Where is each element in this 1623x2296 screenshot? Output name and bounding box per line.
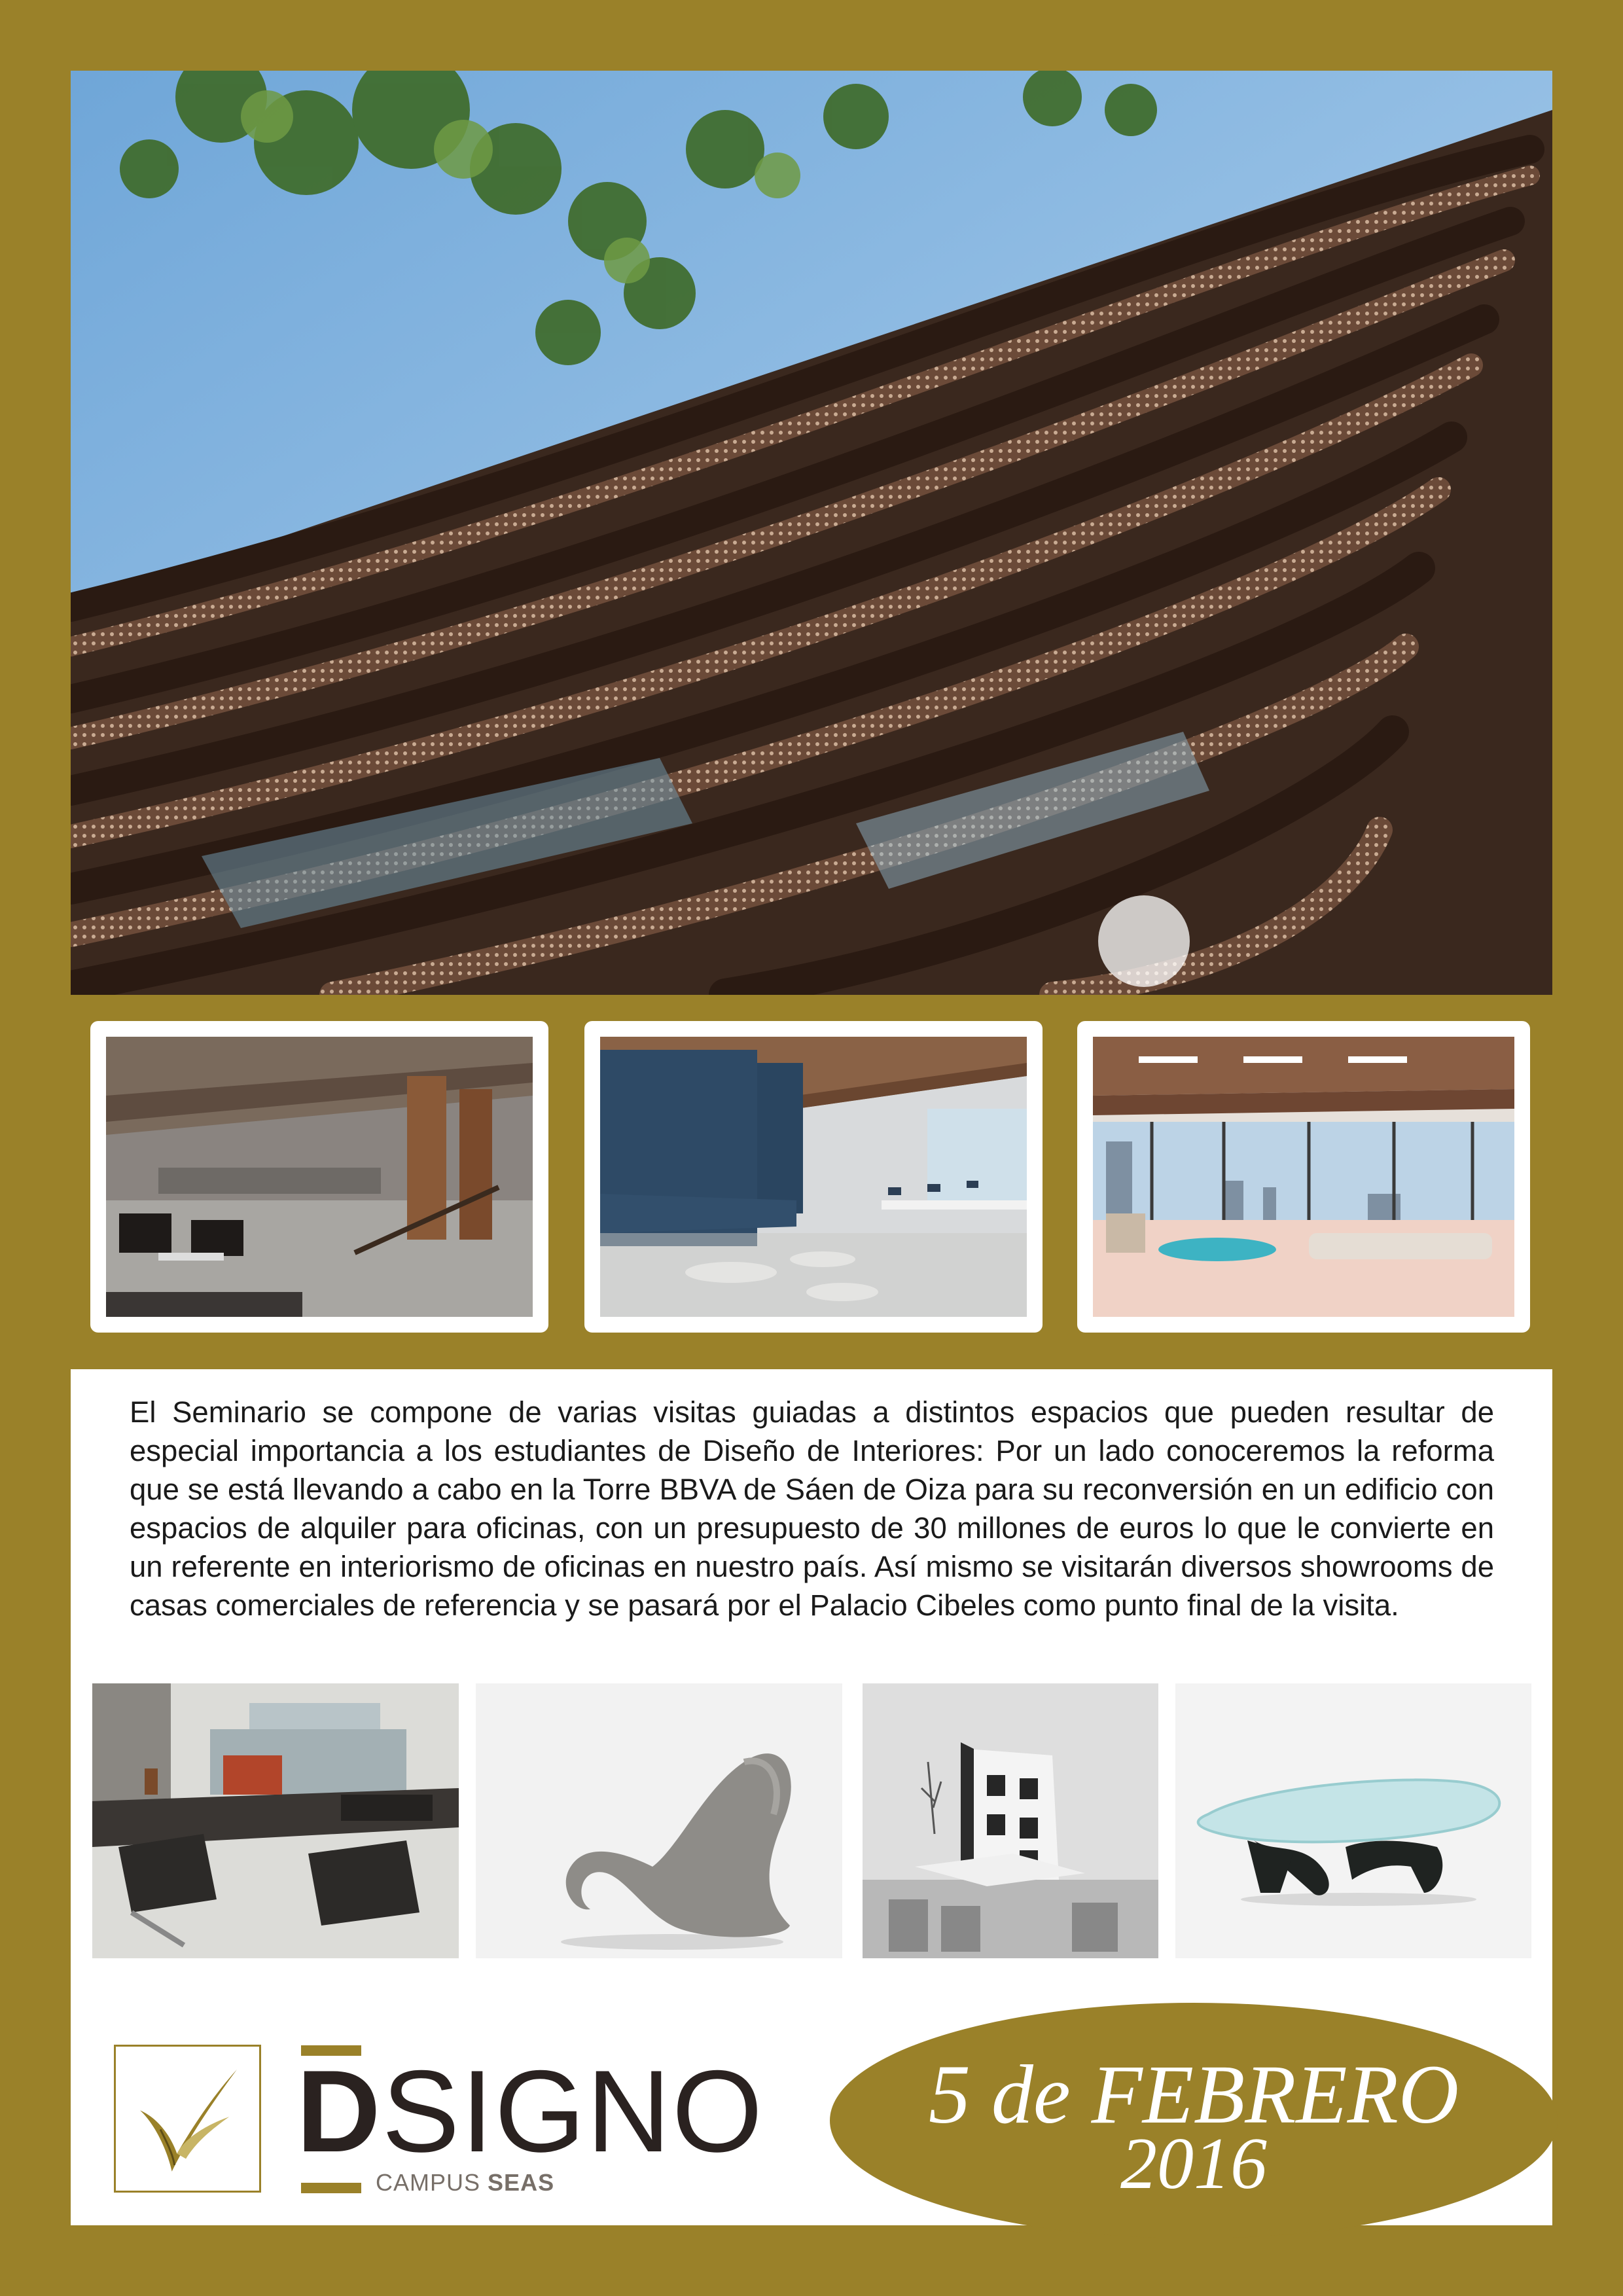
content-panel [71,1369,1552,2225]
architecture-model-photo [863,1683,1158,1958]
seminar-description: El Seminario se compone de varias visitas guiadas a distintos espacios que pueden resultar de especial importancia a los estudiantes de Diseño de Interiores: Por un lado conoceremos la reforma que se está llevando a cabo en la Torre BBVA de Sáen de Oiza para su reconversión en un edificio con espacios de alquiler para oficinas, con un presupuesto de 30 millones de euros lo que le convierte en un referente en interiorismo de oficinas en nuestro país. Así mismo se visitarán diversos showrooms de casas comerciales de referencia y se pasará por el Palacio Cibeles como punto final de la visita. [130,1395,1494,1622]
interior-lobby-photo [106,1037,533,1317]
wordmark-initial: D [296,2046,382,2176]
thumbnail-frame-panoramic-lounge [1077,1021,1530,1333]
tower-facade-illustration [71,71,1552,995]
logo-accent-bar-bottom [301,2183,361,2193]
hero-tower-photo [71,71,1552,995]
dsigno-logo-mark [114,2045,261,2193]
thumbnail-frame-office-lounge [584,1021,1043,1333]
event-date-day-month: 5 de FEBRERO [928,2048,1459,2141]
event-date-badge [830,2003,1558,2238]
grey-lounge-chair-photo [476,1683,842,1958]
campus-label: CAMPUS [376,2169,481,2196]
interior-panoramic-lounge-photo [1093,1037,1514,1317]
thumbnail-frame-lobby [90,1021,548,1333]
office-desk-chairs-photo [92,1683,459,1958]
event-date-year: 2016 [1120,2123,1267,2204]
interior-office-lounge-photo [600,1037,1027,1317]
campus-seas-label [376,2169,554,2197]
dsigno-check-leaf-icon [116,2047,259,2191]
wordmark-rest: SIGNO [382,2046,764,2176]
dsigno-wordmark [296,2046,764,2176]
seas-label: SEAS [488,2169,555,2196]
glass-coffee-table-photo [1175,1683,1531,1958]
